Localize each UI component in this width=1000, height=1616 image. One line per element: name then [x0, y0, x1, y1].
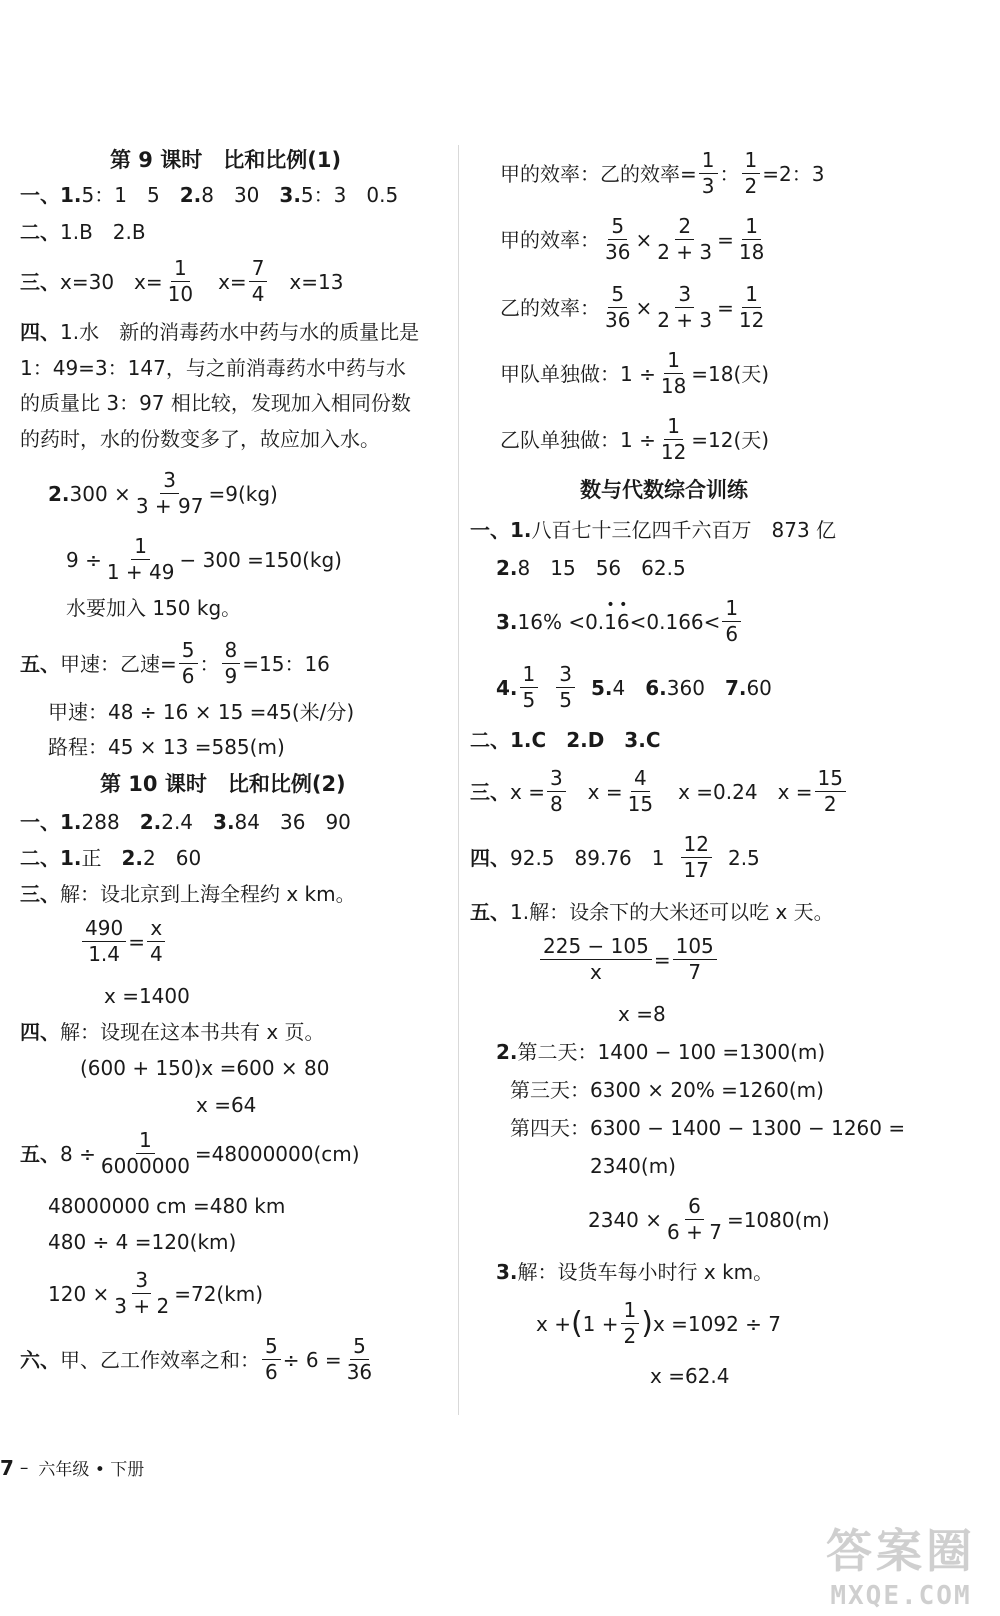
answer-text: 1.水 新的消毒药水中药与水的质量比是	[60, 320, 420, 344]
fraction	[249, 258, 268, 305]
denominator: 6	[181, 664, 195, 688]
fraction	[104, 536, 178, 583]
numerator: 1	[171, 258, 190, 282]
numerator: 3	[132, 1270, 151, 1294]
answer-text: 第二天：1400 − 100 =1300(m)	[517, 1040, 826, 1064]
numerator: 1	[131, 536, 150, 560]
answer-text: 4	[612, 675, 646, 700]
question-number: 3.	[213, 810, 235, 834]
numerator: 2	[675, 216, 694, 240]
fraction	[664, 1196, 725, 1243]
answer-row	[500, 350, 769, 397]
denominator: 4	[149, 942, 163, 966]
answer-text: 正	[81, 846, 122, 870]
numerator: 15	[815, 768, 846, 792]
answer-text: x =8	[618, 1002, 666, 1026]
answer-row	[48, 1270, 263, 1317]
question-number: 1.	[60, 810, 82, 834]
watermark-url: MXQE.COM	[830, 1581, 972, 1611]
denominator: 36	[605, 308, 631, 332]
answer-text: ×	[635, 295, 653, 320]
fraction	[179, 640, 198, 687]
denominator: 2 + 3	[657, 240, 713, 264]
answer-row	[496, 1262, 773, 1282]
answer-text: x =1400	[104, 984, 190, 1008]
fraction	[736, 284, 767, 331]
answer-text: 8 ÷	[60, 1141, 96, 1166]
denominator: 6 + 7	[667, 1220, 722, 1244]
answer-text: x=	[198, 269, 247, 294]
fraction	[556, 664, 575, 711]
denominator: 7	[688, 960, 702, 984]
denominator: 4	[251, 282, 265, 306]
denominator: 3 + 97	[135, 494, 204, 518]
denominator: 10	[167, 282, 194, 306]
answer-text: ：	[199, 651, 220, 676]
answer-row	[500, 150, 824, 197]
question-number: 7.	[724, 675, 747, 700]
answer-text: 的药时，水的份数变多了，故应加入水。	[20, 427, 380, 451]
answer-text: 2340(m)	[590, 1154, 676, 1178]
answer-text: 1.解：设余下的大米还可以吃 x 天。	[510, 900, 834, 924]
answer-text: 乙队单独做：1 ÷	[500, 427, 656, 452]
section-number: 四、	[470, 845, 510, 870]
answer-text: =15：16	[242, 651, 330, 676]
numerator: 6	[685, 1196, 704, 1220]
answer-text: 路程：45 × 13 =585(m)	[48, 735, 285, 759]
answer-text: 甲、乙工作效率之和：	[60, 1347, 260, 1372]
lesson-9-title: 第 9 课时 比和比例(1)	[110, 148, 342, 172]
numerator: 1	[136, 1130, 155, 1154]
answer-row	[20, 322, 419, 342]
section-number: 二、	[20, 220, 60, 244]
answer-row	[66, 536, 342, 583]
fraction	[111, 1270, 172, 1317]
denominator: 36	[346, 1360, 373, 1384]
grade-label: 六年级 • 下册	[38, 1460, 145, 1480]
question-number: 3.	[496, 1260, 518, 1284]
answer-row	[500, 284, 769, 331]
denominator: 3 + 2	[114, 1294, 170, 1318]
answer-text: x=30 x=	[60, 269, 163, 294]
section-number: 五、	[20, 1141, 60, 1166]
answer-row	[80, 918, 168, 965]
denominator: 6	[725, 622, 739, 646]
answer-text: 第三天：6300 × 20% =1260(m)	[510, 1078, 824, 1102]
answer-text: 9 ÷	[66, 547, 102, 572]
answer-text: 360	[666, 675, 725, 700]
footer-dash: –	[19, 1457, 29, 1478]
fraction	[344, 1336, 375, 1383]
answer-row	[20, 848, 201, 868]
numerator: 8	[222, 640, 241, 664]
numerator: 1	[664, 350, 683, 374]
answer-text: 八百七十三亿四千六百万 873 亿	[531, 518, 837, 542]
numerator: 1	[699, 150, 718, 174]
numerator: 1	[722, 598, 741, 622]
numerator: 5	[608, 284, 627, 308]
answer-text: =48000000(cm)	[194, 1141, 360, 1166]
answer-text: x =	[510, 779, 545, 804]
answer-row	[536, 1300, 781, 1347]
denominator: 9	[224, 664, 238, 688]
numerator: 3	[675, 284, 694, 308]
section-number: 六、	[20, 1347, 60, 1372]
answer-text: =	[717, 295, 734, 320]
answer-text: x =	[567, 779, 623, 804]
fraction	[540, 936, 652, 983]
section-number: 三、	[20, 882, 60, 906]
answer-text: 2.4	[161, 810, 214, 834]
denominator: 1 + 49	[106, 560, 175, 584]
denominator: 12	[738, 308, 765, 332]
fraction	[681, 834, 712, 881]
answer-text: 第四天：6300 − 1400 − 1300 − 1260 =	[510, 1116, 906, 1140]
answer-text: 解：设现在这本书共有 x 页。	[60, 1020, 325, 1044]
answer-row	[20, 812, 351, 832]
answer-text: 解：设货车每小时行 x km。	[517, 1260, 774, 1284]
question-number: 2.	[121, 846, 144, 870]
answer-row	[20, 222, 146, 242]
numerator: 1	[664, 416, 683, 440]
answer-text: 甲的效率：乙的效率=	[500, 161, 697, 186]
answer-text: 60	[746, 675, 772, 700]
numerator: x	[147, 918, 165, 942]
answer-text: x=13	[269, 269, 344, 294]
denominator: 2 + 3	[657, 308, 713, 332]
fraction	[658, 416, 689, 463]
question-number: 2.	[496, 1040, 518, 1064]
numerator: 5	[350, 1336, 369, 1360]
numerator: 12	[681, 834, 712, 858]
answer-text: 1.B 2.B	[60, 220, 146, 244]
numerator: 1	[520, 664, 539, 688]
fraction	[673, 936, 717, 983]
answer-text: 1 +	[582, 1311, 619, 1336]
column-divider	[458, 145, 459, 1415]
answer-text: 84 36 90	[234, 810, 351, 834]
fraction	[654, 284, 715, 331]
answer-text: x =62.4	[650, 1364, 730, 1388]
lesson-10-title: 第 10 课时 比和比例(2)	[100, 772, 346, 796]
denominator: 8	[549, 792, 563, 816]
answer-text: <0.166<	[629, 609, 721, 634]
answer-text: 48000000 cm =480 km	[48, 1194, 286, 1218]
answer-row	[20, 1336, 377, 1383]
answer-text: 2.5	[727, 845, 760, 870]
watermark-logo	[826, 1515, 976, 1611]
numerator: 105	[673, 936, 717, 960]
answer-text: 480 ÷ 4 =120(km)	[48, 1230, 237, 1254]
answer-row	[496, 598, 743, 645]
fraction	[547, 768, 566, 815]
paren: )	[641, 1305, 653, 1341]
numerator: 3	[556, 664, 575, 688]
answer-row	[500, 416, 769, 463]
denominator: 2	[823, 792, 837, 816]
fraction	[98, 1130, 193, 1177]
section-number: 五、	[20, 651, 60, 676]
fraction	[165, 258, 196, 305]
denominator: 18	[660, 374, 687, 398]
answer-text: 的质量比 3：97 相比较，发现加入相同份数	[20, 391, 411, 415]
denominator: x	[589, 960, 602, 984]
answer-row	[20, 185, 398, 205]
answer-text: =1080(m)	[726, 1207, 830, 1232]
question-number: 2.	[496, 556, 518, 580]
answer-row	[538, 936, 719, 983]
answer-text: 8 30	[201, 183, 280, 207]
answer-text: 2340 ×	[588, 1207, 663, 1232]
denominator: 12	[660, 440, 687, 464]
question-number: 3.	[279, 183, 301, 207]
fraction	[722, 598, 741, 645]
answer-text: =	[128, 929, 145, 954]
answer-text: ×	[635, 227, 653, 252]
denominator: 17	[683, 858, 709, 882]
denominator: 5	[522, 688, 536, 712]
answer-row	[20, 640, 330, 687]
answer-text: =18(天)	[691, 361, 770, 386]
numerator: 4	[631, 768, 650, 792]
answer-row	[588, 1196, 830, 1243]
section-number: 三、	[20, 269, 60, 294]
answer-text: ÷ 6 =	[282, 1347, 342, 1372]
fraction	[520, 664, 539, 711]
question-number: 3.	[496, 609, 518, 634]
answer-row	[20, 1130, 360, 1177]
numerator: 225 − 105	[540, 936, 652, 960]
answer-text: 2 60	[143, 846, 202, 870]
numerator: 1	[742, 284, 761, 308]
question-number: 1.	[60, 183, 82, 207]
answer-text: =72(km)	[174, 1281, 264, 1306]
answer-row	[470, 902, 834, 922]
denominator: 36	[605, 240, 631, 264]
answer-row	[470, 834, 760, 881]
numerator: 1	[742, 216, 761, 240]
question-number: 4.	[496, 675, 518, 700]
answer-text: 5：3 0.5	[300, 183, 399, 207]
fraction	[621, 1300, 640, 1347]
answer-text: 5：1 5	[81, 183, 180, 207]
denominator: 15	[627, 792, 654, 816]
numerator: 3	[547, 768, 566, 792]
denominator: 6000000	[100, 1154, 190, 1178]
answer-text: =	[653, 947, 671, 972]
answer-text: 甲速：48 ÷ 16 × 15 =45(米/分)	[48, 700, 355, 724]
section-number: 二、	[20, 846, 60, 870]
section-number: 一、	[470, 518, 510, 542]
denominator: 6	[265, 1360, 278, 1384]
answer-text: (600 + 150)x =600 × 80	[80, 1056, 330, 1080]
answer-text: =12(天)	[691, 427, 770, 452]
answer-text: =2：3	[762, 161, 825, 186]
answer-text: 92.5 89.76 1	[510, 845, 665, 870]
fraction	[82, 918, 126, 965]
numerator: 5	[608, 216, 627, 240]
answer-row	[496, 1042, 825, 1062]
answer-text: 甲队单独做：1 ÷	[500, 361, 656, 386]
answer-text: 水要加入 150 kg。	[66, 596, 242, 620]
answer-text: 8 15 56 62.5	[517, 556, 686, 580]
denominator: 18	[738, 240, 765, 264]
numerator: 5	[262, 1336, 281, 1360]
answer-row	[496, 664, 772, 711]
denominator: 2	[744, 174, 758, 198]
fraction	[133, 470, 207, 517]
answer-text: x =64	[196, 1093, 257, 1117]
fraction	[602, 216, 633, 263]
answer-row	[496, 558, 686, 578]
answer-text: 120 ×	[48, 1281, 110, 1306]
question-number: 1.	[60, 846, 82, 870]
fraction	[654, 216, 715, 263]
answer-text: 1：49=3：147，与之前消毒药水中药与水	[20, 356, 406, 380]
answer-text: 解：设北京到上海全程约 x km。	[60, 882, 356, 906]
answer-row	[470, 520, 836, 540]
answer-text: − 300 =150(kg)	[179, 547, 342, 572]
numerator: 7	[249, 258, 268, 282]
paren: (	[570, 1305, 583, 1341]
question-number: 2.	[139, 810, 162, 834]
answer-row	[500, 216, 769, 263]
review-section-title: 数与代数综合训练	[580, 478, 748, 502]
page-footer	[0, 1455, 144, 1480]
denominator: 5	[559, 688, 572, 712]
answer-text: x =0.24 x =	[658, 779, 813, 804]
answer-row	[20, 258, 343, 305]
section-number: 四、	[20, 1020, 60, 1044]
repeating-digit: • 1	[604, 612, 617, 632]
answer-row	[470, 768, 848, 815]
answer-text: =9(kg)	[208, 481, 278, 506]
question-number: 1.	[510, 518, 532, 542]
answer-text: 乙的效率：	[500, 295, 600, 320]
denominator: 2	[623, 1324, 637, 1348]
section-number: 五、	[470, 900, 510, 924]
fraction	[147, 918, 166, 965]
section-number: 一、	[20, 183, 60, 207]
answer-text: 甲的效率：	[500, 227, 600, 252]
answer-text: =	[717, 227, 734, 252]
section-number: 四、	[20, 320, 60, 344]
fraction	[262, 1336, 281, 1383]
fraction	[699, 150, 718, 197]
watermark-text: 答案圈	[826, 1524, 976, 1578]
fraction	[658, 350, 689, 397]
section-number: 一、	[20, 810, 60, 834]
answer-row	[20, 884, 356, 904]
denominator: 1.4	[88, 942, 120, 966]
fraction	[815, 768, 846, 815]
answer-text: 甲速：乙速=	[60, 651, 177, 676]
section-number: 三、	[470, 779, 510, 804]
fraction	[625, 768, 656, 815]
page-number: 7	[0, 1455, 14, 1480]
numerator: 5	[179, 640, 198, 664]
answer-text: ：	[719, 161, 740, 186]
numerator: 3	[160, 470, 179, 494]
answer-text: 16% <0.	[517, 609, 605, 634]
section-number: 二、	[470, 728, 510, 752]
answer-text: 300 ×	[69, 481, 131, 506]
question-number: 2.	[179, 183, 202, 207]
answer-text: x +	[536, 1311, 571, 1336]
question-number: 6.	[645, 675, 667, 700]
fraction	[602, 284, 633, 331]
fraction	[222, 640, 241, 687]
denominator: 3	[701, 174, 715, 198]
repeating-digit: • 6	[617, 612, 630, 632]
numerator: 1	[621, 1300, 640, 1324]
answer-row	[470, 730, 661, 750]
numerator: 490	[82, 918, 126, 942]
numerator: 1	[742, 150, 761, 174]
answer-row	[48, 470, 278, 517]
question-number: 5.	[590, 675, 613, 700]
answer-row	[20, 1022, 325, 1042]
answer-text: x =1092 ÷ 7	[652, 1311, 782, 1336]
question-number: 2.	[48, 481, 70, 506]
answer-text: 288	[81, 810, 140, 834]
answer-text: 1.C 2.D 3.C	[510, 728, 661, 752]
fraction	[742, 150, 761, 197]
fraction	[736, 216, 767, 263]
